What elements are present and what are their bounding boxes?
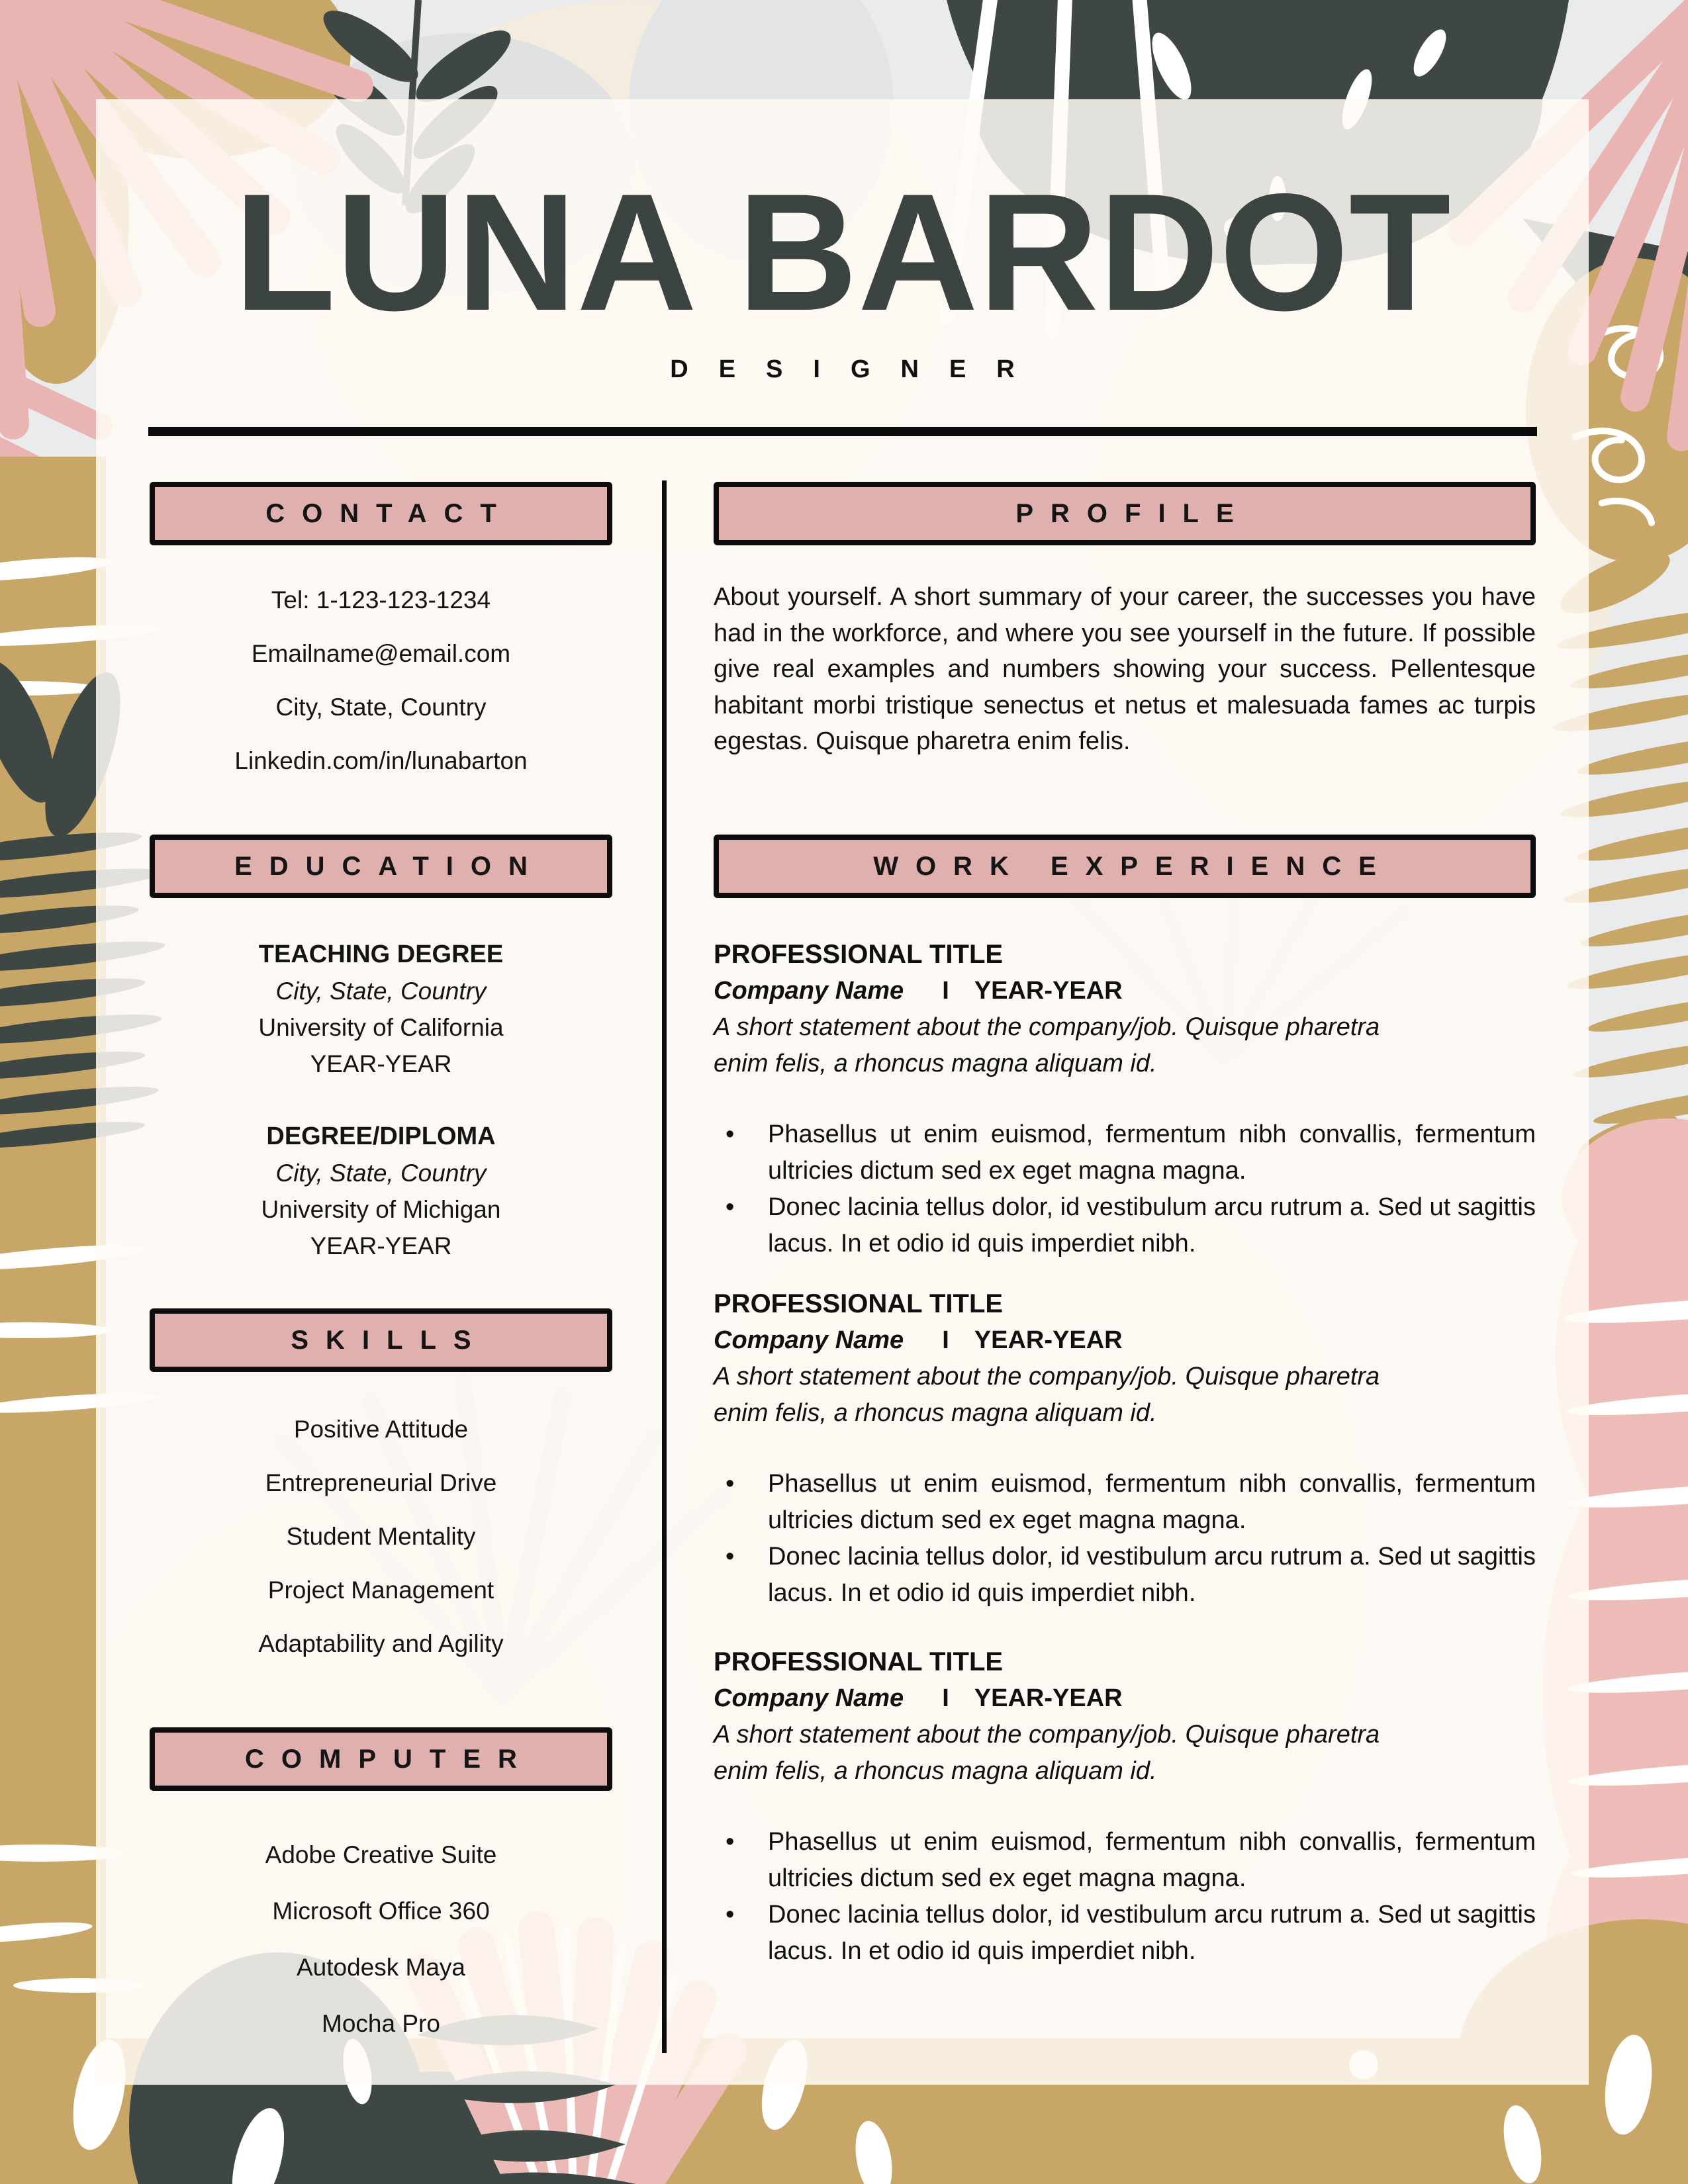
computer-item: Autodesk Maya: [296, 1954, 466, 1981]
contact-phone: Tel: 1-123-123-1234: [271, 586, 491, 614]
job-bullet-text: Donec lacinia tellus dolor, id vestibulum arcu rutrum a. Sed ut sagittis lacus. In et odio id quis imperdiet nibh.: [768, 1193, 1536, 1257]
skill-item: Positive Attitude: [293, 1416, 469, 1443]
education-entry: [150, 936, 612, 1082]
job-bullet: [714, 1189, 1536, 1262]
computer-item: Mocha Pro: [322, 2010, 440, 2037]
job-statement: A short statement about the company/job. Quisque pharetra enim felis, a rhoncus magna aliquam id.: [714, 1013, 1380, 1077]
job-bullet: [714, 1466, 1536, 1539]
skill-item: Entrepreneurial Drive: [265, 1469, 497, 1496]
job-title: PROFESSIONAL TITLE: [714, 940, 1004, 969]
job-title: PROFESSIONAL TITLE: [714, 1289, 1004, 1318]
section-header-computer: [150, 1727, 612, 1791]
company-name: Company Name: [714, 1684, 904, 1712]
education-degree: DEGREE/DIPLOMA: [266, 1122, 496, 1150]
bullet-icon: •: [726, 1120, 735, 1148]
page-title: LUNA BARDOT: [234, 159, 1451, 345]
section-header-contact: [150, 482, 612, 545]
computer-title: COMPUTER: [245, 1744, 534, 1774]
job-years: YEAR-YEAR: [974, 1684, 1123, 1712]
work-entry: [714, 1286, 1536, 1612]
job-title: PROFESSIONAL TITLE: [714, 1647, 1004, 1676]
bullet-icon: •: [726, 1543, 735, 1570]
skill-item: Adaptability and Agility: [258, 1630, 504, 1657]
job-bullet: [714, 1116, 1536, 1189]
bullet-icon: •: [726, 1828, 735, 1856]
job-bullet-text: Donec lacinia tellus dolor, id vestibulum arcu rutrum a. Sed ut sagittis lacus. In et odio id quis imperdiet nibh.: [768, 1543, 1536, 1607]
education-list: [150, 936, 612, 1264]
job-company-line: [714, 1322, 1536, 1359]
column-divider: [662, 480, 667, 2053]
company-name: Company Name: [714, 1326, 904, 1354]
education-location: City, State, Country: [275, 978, 487, 1005]
job-bullet-text: Phasellus ut enim euismod, fermentum nibh convallis, fermentum ultricies dictum sed ex eget magna magna.: [768, 1828, 1536, 1892]
job-statement: A short statement about the company/job. Quisque pharetra enim felis, a rhoncus magna aliquam id.: [714, 1721, 1380, 1785]
job-bullets: [714, 1824, 1536, 1970]
section-header-education: [150, 835, 612, 898]
job-years: YEAR-YEAR: [974, 1326, 1123, 1354]
company-year-separator: I: [942, 1684, 949, 1712]
work-entry: [714, 936, 1536, 1262]
skills-title: SKILLS: [291, 1325, 489, 1355]
subtitle-role: DESIGNER: [670, 355, 1045, 383]
job-years: YEAR-YEAR: [974, 977, 1123, 1005]
profile-title: PROFILE: [1015, 498, 1251, 528]
job-bullets: [714, 1466, 1536, 1612]
job-bullet-text: Phasellus ut enim euismod, fermentum nibh convallis, fermentum ultricies dictum sed ex eget magna magna.: [768, 1470, 1536, 1534]
education-entry: [150, 1118, 612, 1264]
work-experience-title: WORK EXPERIENCE: [873, 851, 1393, 881]
contact-location: City, State, Country: [275, 694, 487, 721]
skill-item: Student Mentality: [286, 1523, 476, 1550]
job-bullet-text: Donec lacinia tellus dolor, id vestibulum arcu rutrum a. Sed ut sagittis lacus. In et odio id quis imperdiet nibh.: [768, 1901, 1536, 1965]
company-year-separator: I: [942, 1326, 949, 1354]
education-school: University of California: [258, 1014, 504, 1041]
contact-title: CONTACT: [265, 498, 514, 528]
job-bullet: [714, 1824, 1536, 1897]
education-years: YEAR-YEAR: [310, 1232, 452, 1259]
skills-list: [150, 1402, 612, 1670]
contact-linkedin: Linkedin.com/in/lunabarton: [234, 747, 528, 774]
bullet-icon: •: [726, 1193, 735, 1221]
profile-text: About yourself. A short summary of your career, the successes you have had in the workforce, and where you see yourself in the future. If possible give real examples and numbers showing your success. Pellentesque habitant morbi tristique senectus et netus et malesuada fames ac turpis egestas. Quisque pharetra enim felis.: [714, 583, 1536, 755]
company-year-separator: I: [942, 977, 949, 1005]
job-bullets: [714, 1116, 1536, 1262]
education-years: YEAR-YEAR: [310, 1050, 452, 1077]
header-rule: [148, 427, 1537, 436]
contact-email: Emailname@email.com: [251, 640, 511, 667]
job-bullet-text: Phasellus ut enim euismod, fermentum nibh convallis, fermentum ultricies dictum sed ex eget magna magna.: [768, 1120, 1536, 1185]
computer-list: [150, 1827, 612, 2052]
paper-overlay: [96, 99, 1589, 2085]
education-location: City, State, Country: [275, 1160, 487, 1187]
computer-item: Microsoft Office 360: [272, 1897, 490, 1925]
job-company-line: [714, 973, 1536, 1009]
section-header-profile: [714, 482, 1536, 545]
skill-item: Project Management: [267, 1576, 494, 1604]
computer-item: Adobe Creative Suite: [265, 1841, 497, 1868]
education-degree: TEACHING DEGREE: [258, 940, 504, 968]
section-header-work-experience: [714, 835, 1536, 898]
contact-list: [150, 573, 612, 788]
job-statement: A short statement about the company/job. Quisque pharetra enim felis, a rhoncus magna aliquam id.: [714, 1363, 1380, 1427]
job-bullet: [714, 1539, 1536, 1612]
bullet-icon: •: [726, 1470, 735, 1498]
bullet-icon: •: [726, 1901, 735, 1929]
job-bullet: [714, 1897, 1536, 1970]
work-entry: [714, 1644, 1536, 1970]
education-title: EDUCATION: [234, 851, 545, 881]
education-school: University of Michigan: [261, 1196, 501, 1223]
company-name: Company Name: [714, 977, 904, 1005]
job-company-line: [714, 1680, 1536, 1717]
section-header-skills: [150, 1308, 612, 1372]
